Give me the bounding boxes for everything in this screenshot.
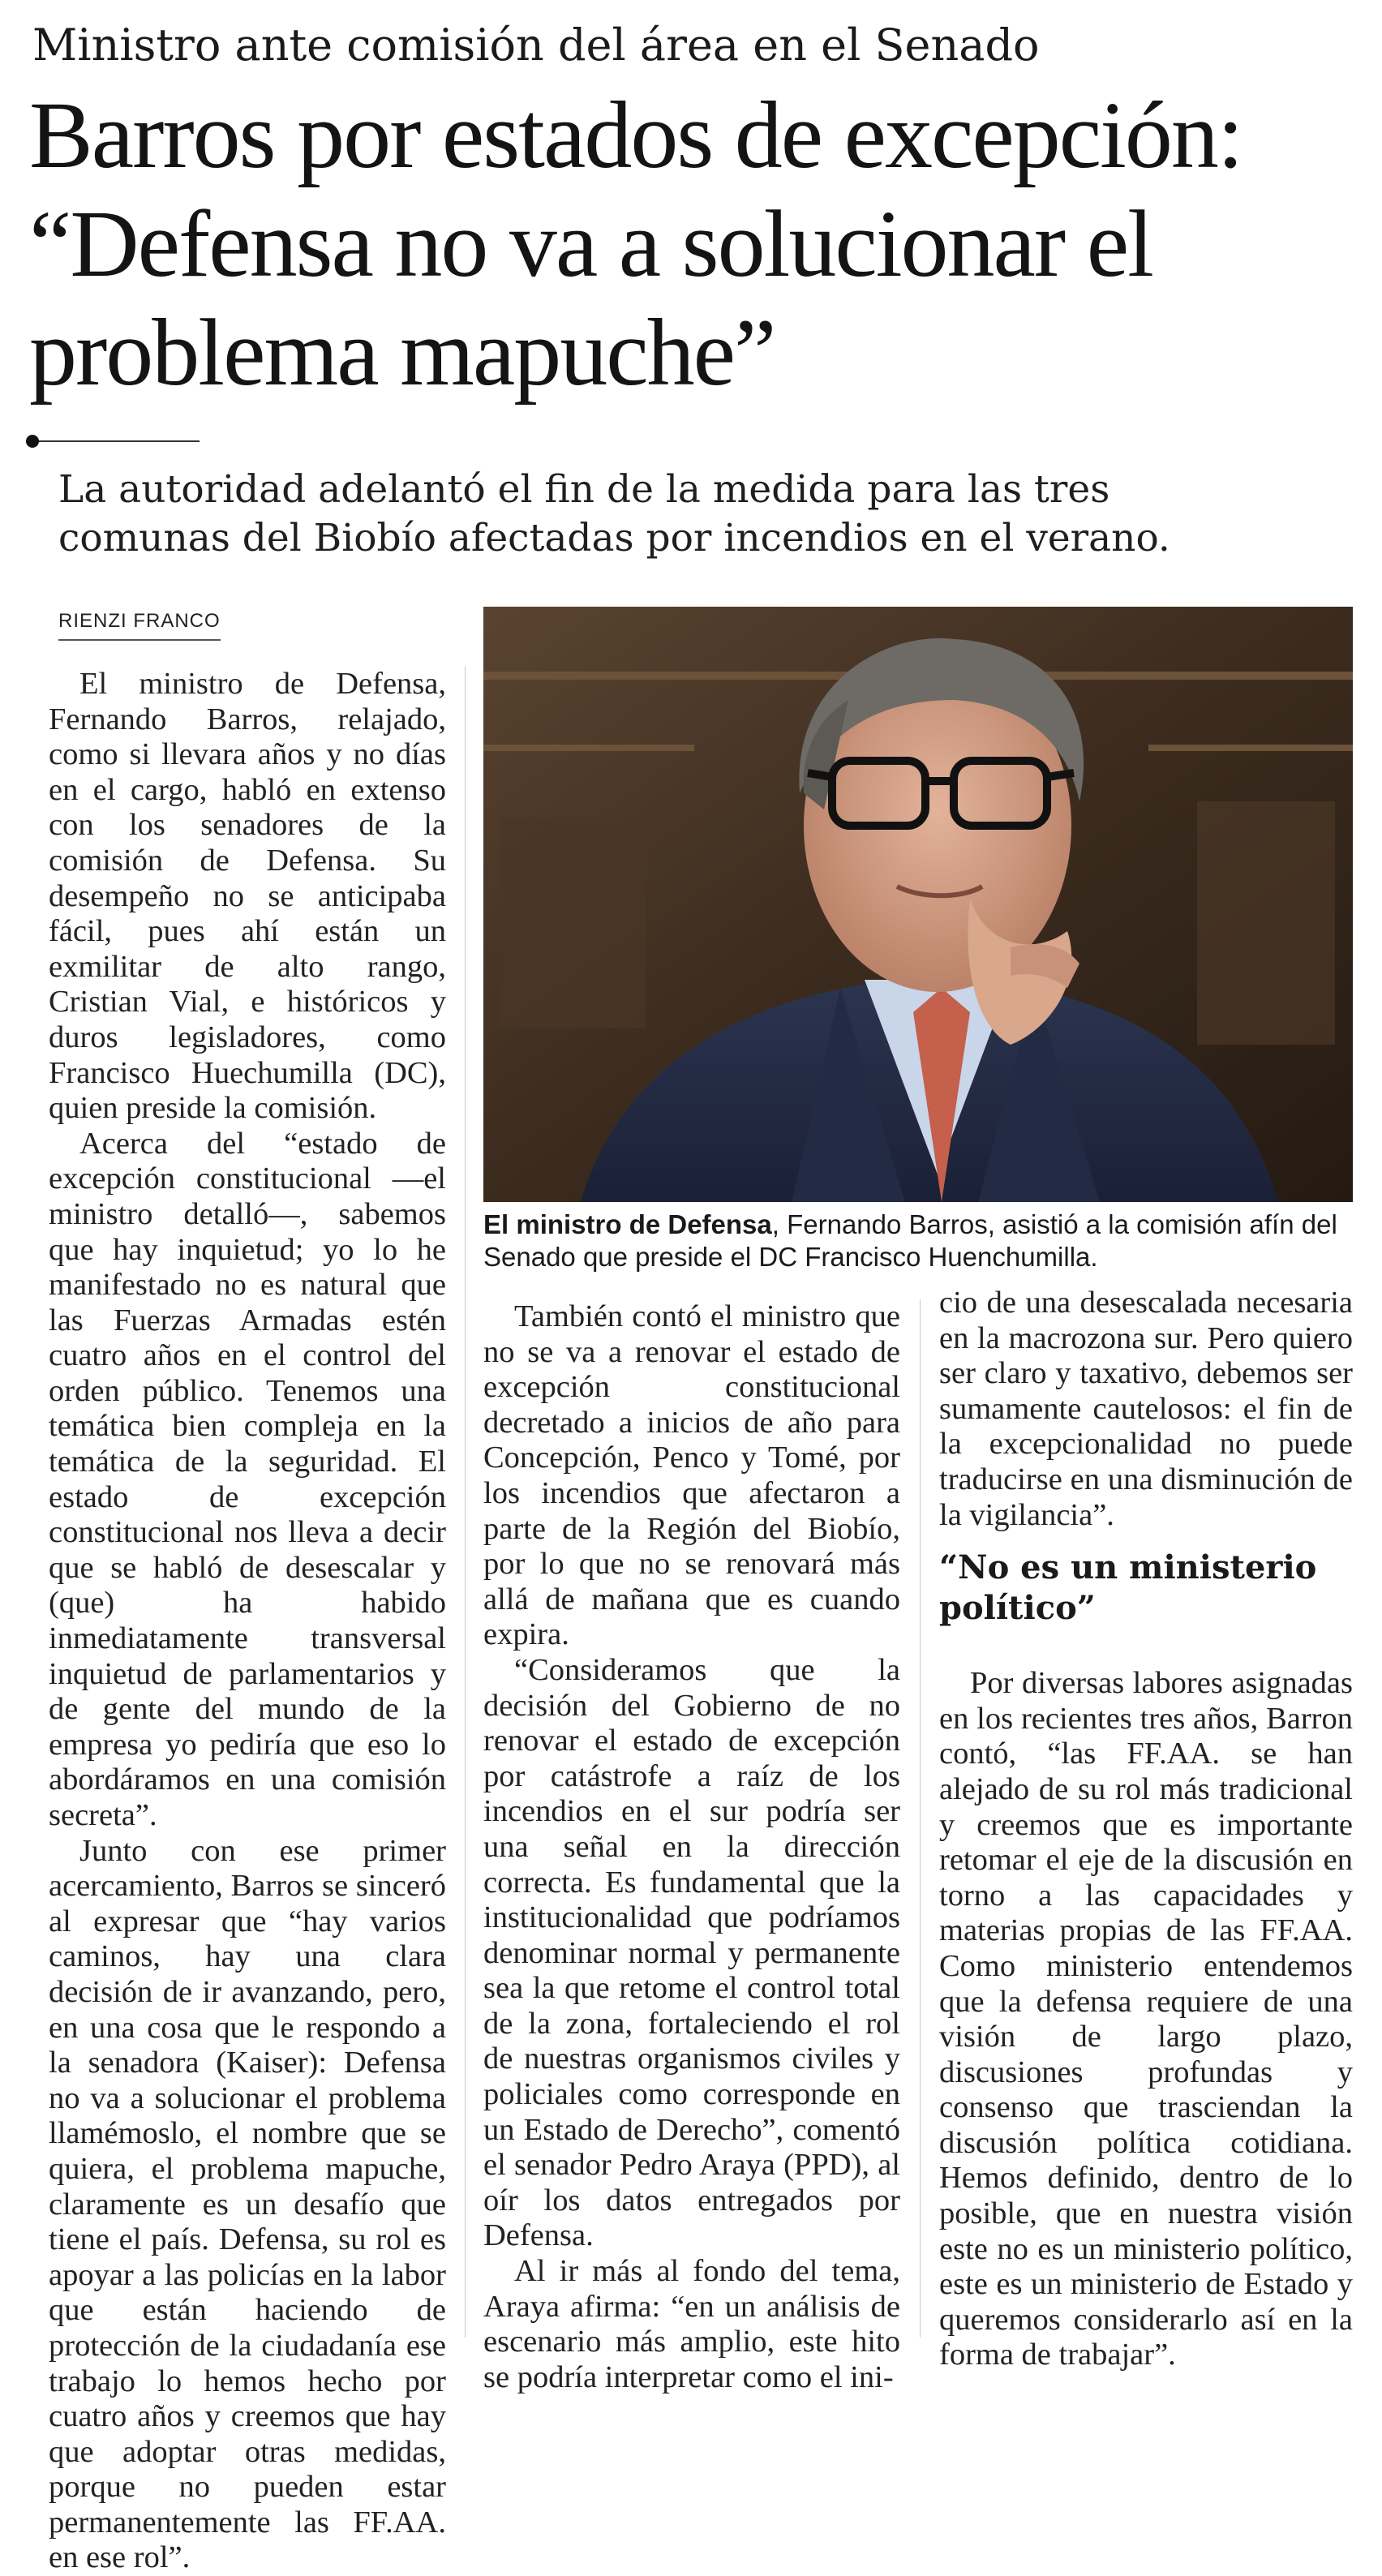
deck-line-2: comunas del Biobío afectadas por incendios en el verano. bbox=[58, 516, 1170, 560]
byline: RIENZI FRANCO bbox=[58, 607, 221, 641]
caption-rest: , Fernando Barros, asistió a la comisión afín del bbox=[771, 1209, 1337, 1239]
minister-portrait-image bbox=[483, 607, 1353, 1202]
col1-paragraph-1: El ministro de Defensa, Fernando Barros, relajado, como si llevara años y no días en el cargo, habló en extenso con los senadores de la comisión de Defensa. Su desempeño no se anticipaba fácil, pues ahí están un exmilitar de alto rango, Cristian Vial, e históricos y duros legisladores, como Francisco Huechumilla (DC), quien preside la comisión. bbox=[49, 667, 446, 1126]
subhead: “No es un ministerio político” bbox=[939, 1548, 1317, 1628]
caption-line-2: Senado que preside el DC Francisco Huenchumilla. bbox=[483, 1242, 1098, 1272]
kicker: Ministro ante comisión del área en el Senado bbox=[32, 19, 1040, 71]
col2-paragraph-3: Al ir más al fondo del tema, Araya afirma: “en un análisis de escenario más amplio, este hito se podría interpretar como el ini- bbox=[483, 2254, 900, 2394]
col2-paragraph-1: También contó el ministro que no se va a renovar el estado de excepción constitucional decretado a inicios de año para Concepción, Penco y Tomé, por los incendios que afectaron a parte de la Región del Biobío, por lo que no se renovará más allá de mañana que es cuando expira. bbox=[483, 1299, 900, 1652]
column-divider-1 bbox=[465, 667, 466, 2338]
headline-line-1: Barros por estados de excepción: bbox=[29, 82, 1243, 188]
caption-line-1 bbox=[483, 1209, 1359, 1241]
headline-line-2: “Defensa no va a solucionar el bbox=[29, 191, 1152, 297]
column-1 bbox=[49, 667, 446, 2576]
column-divider-2 bbox=[920, 1299, 921, 2338]
headline-dot bbox=[26, 435, 39, 448]
headline-rule bbox=[29, 440, 200, 442]
column-3 bbox=[939, 1286, 1353, 2373]
caption-lead: El ministro de Defensa bbox=[483, 1209, 772, 1239]
col2-paragraph-2: “Consideramos que la decisión del Gobierno de no renovar el estado de excepción por catástrofe a raíz de los incendios en el sur podría ser una señal en la dirección correcta. Es fundamental que la institucionalidad que podríamos denominar normal y permanente sea la que retome el control total de la zona, fortaleciendo el rol de nuestras organismos civiles y policiales como corresponde en un Estado de Derecho”, comentó el senador Pedro Araya (PPD), al oír los datos entregados por Defensa. bbox=[483, 1652, 900, 2253]
deck-line-1: La autoridad adelantó el fin de la medida para las tres bbox=[58, 467, 1110, 512]
col1-paragraph-2: Acerca del “estado de excepción constitucional —el ministro detalló—, sabemos que hay inquietud; yo lo he manifestado no es natural que las Fuerzas Armadas estén cuatro años en el control del orden público. Tenemos una temática bien compleja en la temática de la seguridad. El estado de excepción constitucional nos lleva a decir que se habló de desescalar y (que) ha habido inmediatamente transversal inquietud de parlamentarios y de gente del mundo de la empresa yo pediría que eso lo abordáramos en una comisión secreta”. bbox=[49, 1126, 446, 1832]
column-2 bbox=[483, 1299, 900, 2395]
col3-paragraph-1: Por diversas labores asignadas en los recientes tres años, Barron contó, “las FF.AA. se han alejado de su rol más tradicional y creemos que es importante retomar el eje de la discusión en torno a las capacidades y materias propias de las FF.AA. Como ministerio entendemos que la defensa requiere de una visión de largo plazo, discusiones profundas y consenso que trasciendan la discusión política cotidiana. Hemos definido, dentro de lo posible, que en nuestra visión este no es un ministerio político, este es un ministerio de Estado y queremos considerarlo así en la forma de trabajar”. bbox=[939, 1666, 1353, 2372]
headline-line-3: problema mapuche” bbox=[29, 299, 775, 406]
minister-photo bbox=[483, 607, 1353, 1202]
deck bbox=[58, 466, 1356, 563]
col1-paragraph-3: Junto con ese primer acercamiento, Barros se sinceró al expresar que “hay varios caminos, hay una clara decisión de ir avanzando, pero, en una cosa que le respondo a la senadora (Kaiser): Defensa no va a solucionar el problema llamémoslo, el nombre que se quiera, el problema mapuche, claramente es un desafío que tiene el país. Defensa, su rol es apoyar a las policías en la labor que están haciendo de protección de la ciudadanía ese trabajo lo hemos hecho por cuatro años y creemos que hay que adoptar otras medidas, porque no pueden estar permanentemente las FF.AA. en ese rol”. bbox=[49, 1833, 446, 2575]
col3-continuation: cio de una desescalada necesaria en la macrozona sur. Pero quiero ser claro y taxativo, debemos ser sumamente cautelosos: el fin de la excepcionalidad no puede traducirse en una disminución de la vigilancia”. bbox=[939, 1286, 1353, 1532]
photo-caption bbox=[483, 1209, 1359, 1273]
headline bbox=[29, 81, 1367, 407]
